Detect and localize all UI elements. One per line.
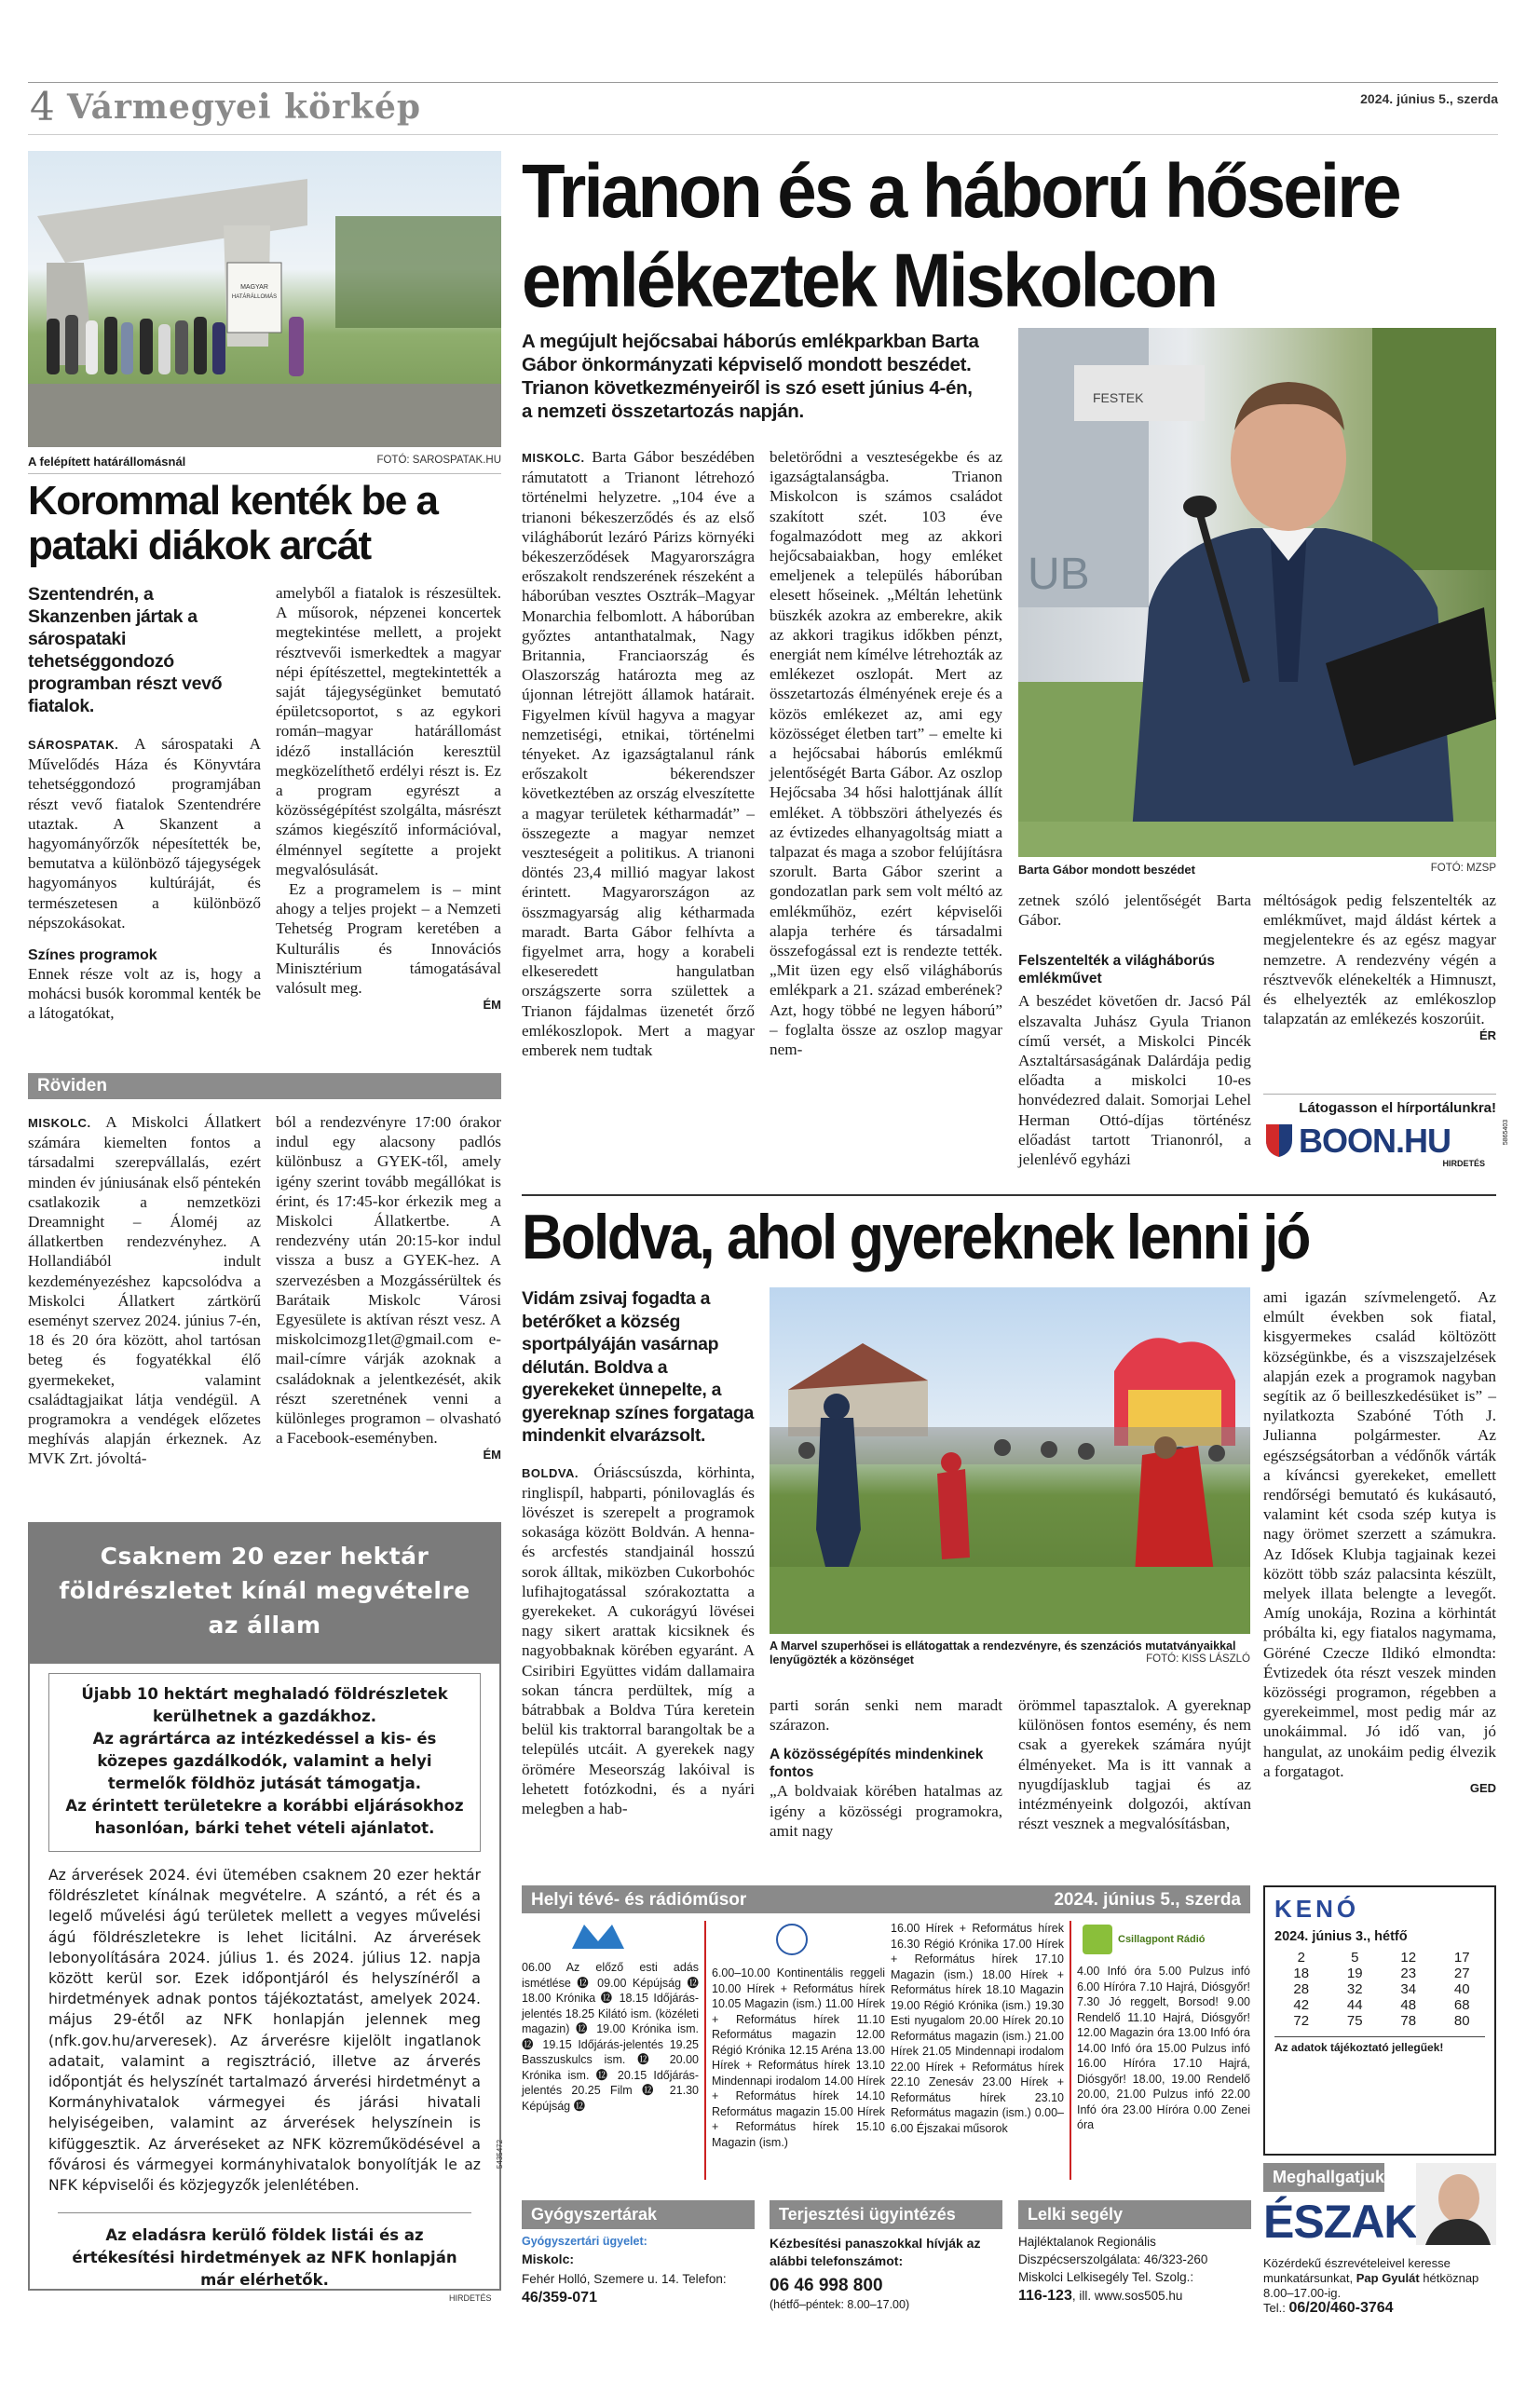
main-col-3b: A beszédet követően dr. Jacsó Pál elszavalta Juhász Gyula Trianon című versét, a Miskolci Pincék Asztaltársaságának Dalárdája pedig előadta a miskolci 10-es honvédezred dalait. Somorjai Lehel Herman Ottó-díjas történész előadást tartott Trianonról, a jelenlévő egyházi <box>1018 992 1251 1169</box>
keno-numbers: 2 5 12 17 18 19 23 27 28 32 34 40 42 44 48 68 72 75 78 80 <box>1293 1950 1470 2029</box>
pharmacy-box <box>522 2200 755 2306</box>
boldva-col-4: ami igazán szívmelengető. Az elmúlt években sok fiatal, kisgyermekes család költözött községünkbe, és a viszszajelzések alapján ezek a programok nagyban segítik az ő beilleszkedésüket is” – nyilatkozta Szabóné Tóth J. Julianna polgármester. Az egészségsátorban a védőnők várták a kíváncsi gyerekeket, emellett rendőrségi bemutató és kukásautó, valamint két csoda szép kutya is nagy örömet szerzett a számukra. Az Idősek Klubja tagjainak kezei között több száz palacsinta készült, melyek illata belengte a levegőt. Amíg unokája, Rozina a körhintát próbálta ki, egy fiatalos nagymama, Göréné Czecze Ildikó elmondta: Évtizedek óta részt veszek minden közösségi programon, régebben a gyerekeimmel, most pedig már az unokáimmal. Jó idő van, jó hangulat, az unokáim pedig élvezik a forgatagot. <box>1263 1288 1496 1780</box>
boldva-subhead: A közösségépítés mindenkinek fontos <box>770 1747 984 1781</box>
delivery-phone: 06 46 998 800 <box>770 2276 883 2295</box>
land-box <box>28 1522 504 2291</box>
main-col-4: méltóságok pedig felszentelték az emlékművet, majd áldást kértek a megjelentekre és az egész magyar nemzetre. A rendezvény végén a résztvevők elénekelték a Himnuszt, és elhelyezték az emlékoszlop talapzatán az emlékezés koszorúit. <box>1263 891 1496 1028</box>
keno-logo: KENÓ <box>1274 1895 1360 1923</box>
boon-ad[interactable] <box>1263 1094 1509 1172</box>
boldva-col-1: BOLDVA. Óriáscsúszda, körhinta, ringlispíl, habparti, pónilovaglás és lövészet is szerepelt a programok sokasága között Boldván. A henna- és arcfestés standjainál hosszú sorok álltak, miközben Cukorbohóc lufihajtogatással szórakoztatta a gyerekeket. A cukorágyú lövései nagy sikert arattak kicsiknek és nagyobbaknak körében egyaránt. A Csiribiri Együttes vidám dallamaira sokan táncra perdültek, míg a bátrabbak a Boldva Túra keretein belül kis traktorral barangoltak be a település utcáit. A gyerekek nagy örömére Meseország lakóival is lehetett fotózkodni, és a nyári melegben a hab- <box>522 1462 755 1817</box>
delivery-heading: Terjesztési ügyintézés <box>770 2200 1002 2229</box>
radio-logo <box>768 1921 885 1956</box>
superhero-illustration <box>770 1287 1250 1634</box>
land-box-body: Az árverések 2024. évi ütemében csaknem 20 ezer hektár földrészletet kínálnak megvételre. A szántó, a rét és a legelő művelési ágú területek mellett a vegyes művelési ágú földrészletekre is lehet licitálni. Az árverések lebonyolítására 2024. július 1. és 2024. július 12. napja között kerül sor. Ezek időpontjáról és helyszínéről a hirdetmények adnak pontos tájékoztatást, amelyek 2024. május 29-étől az NFK honlapján jelennek meg (nfk.gov.hu/arveresek). Az árverésre kijelölt ingatlanok adatait, valamint a regisztráció, illetve az árverés időpontját és helyszínét tartalmazó árverési hirdetményt a Kormányhivatalok vármegyei és járási hivatali helyiségeiben, valamint az árverések helyszínein is kifüggesztik. Az árveréseket az NFK közreműködésével a fővárosi és vármegyei kormányhivatalok bonyolítják le az NFK képviselői és közjegyzők jelenlétében. <box>48 1867 481 2195</box>
sign-text-2: HATÁRÁLLOMÁS <box>231 294 278 300</box>
ad-label: HIRDETÉS <box>449 2293 492 2303</box>
boon-logo: BOON.HU <box>1299 1122 1451 1160</box>
boon-ad-code: 5865403 <box>1502 1119 1509 1146</box>
main-lead: A megújult hejőcsabai háborús emlékparkban Barta Gábor önkormányzati képviselő mondott beszédet. Trianon következményeiről is szó esett június 4-én, a nemzeti összetartozás napján. <box>522 331 979 422</box>
journalist-avatar <box>1416 2163 1496 2245</box>
tv-logo <box>570 1921 699 1952</box>
delivery-box <box>770 2200 1002 2311</box>
briefs-heading-bar <box>28 1073 501 1099</box>
speaker-credit: FOTÓ: MZSP <box>1430 863 1496 874</box>
pharmacy-heading: Gyógyszertárak <box>522 2200 755 2229</box>
boldva-col-2b: „A boldvaiak körében hatalmas az igény a közösségi programokra, amit nagy <box>770 1782 1002 1840</box>
pharmacy-subtitle: Gyógyszertári ügyelet: <box>522 2235 647 2248</box>
tv-date: 2024. június 5., szerda <box>1054 1890 1241 1910</box>
tv-guide <box>522 1885 1250 2184</box>
listen-heading: Meghallgatjuk <box>1263 2163 1384 2192</box>
main-col-2: beletörődni a veszteségekbe és az igazságtalanságba. Trianon Miskolcon is számos családot szakított szét. 103 éve fogalmazódott meg az akkori hejőcsabaiakban, hogy emléket emeljenek a település háborúban elesett hőseinek. „Méltán lehetünk büszkék azokra az emberekre, akik az akkori tragikus időkben pénzt, energiát nem kímélve létrehozták az emlékezet oszlopát. Mert az összetartozás élményének ereje és a közös emlékezet az, ami egy közösséget életben tart” – emelte ki a hejőcsabai háborús emlékmű jelentőségét Barta Gábor. Az oszlop Hejőcsaba 34 hősi halottjának állít emléket. A többszöri áthelyezés és az évtizedes elhanyagoltság miatt a talpazat és maga a szobor felújításra szorult. Barta Gábor szerint a gondozatlan park sem volt méltó az emlékműhöz, ezért képviselői alapja terhére és társadalmi összefogással ezt is rendezte tették. „Mit üzen egy első világháborús emlékpark a 21. század emberének? Azt, hogy többé ne legyen háború” – foglalta össze az oszlop magyar nem- <box>770 448 1002 1059</box>
help-line-2: Diszpécserszolgálata: 46/323-260 <box>1018 2252 1208 2266</box>
tv-col-3: 16.00 Hírek + Református hírek 16.30 Régió Krónika 17.00 Hírek + Református hírek 17.10 Magazin (ism.) 18.00 Hírek + Református hírek 18.10 Magazin 19.00 Régió Krónika (ism.) 19.30 Esti nyugalom 20.00 Hírek 20.10 Református magazin (ism.) 21.00 Hírek 21.05 Mindennapi irodalom 22.00 Hírek + Református hírek 22.10 Zenesáv 23.00 Hírek + Református hírek 23.10 Református magazin (ism.) 0.00–6.00 Éjszakai műsorok <box>891 1922 1064 2135</box>
boldva-col-3: örömmel tapasztalok. A gyereknap különösen fontos esemény, és nem csak a gyerekek számára nyújt élményeket. Ma is itt vannak a nyugdíjasklub tagjai és az intézményeink dolgozói, aktívan részt vesznek a megvalósításban, <box>1018 1696 1251 1833</box>
land-box-bullet-1: Újabb 10 hektárt meghaladó földrészletek kerülhetnek a gazdákhoz. <box>81 1685 448 1725</box>
tv-col-1: 06.00 Az előző esti adás ismétlése ⓬ 09.00 Képújság ⓬ 18.00 Krónika ⓬ 18.15 Időjárás-jelentés 18.25 Kilátó ism. (közéleti magazin) ⓬ 19.00 Krónika ism. ⓬ 19.15 Időjárás-jelentés 19.25 Basszuskulcs ism. ⓬ 20.00 Krónika ism. ⓬ 20.15 Időjárás-jelentés 20.25 Film ⓬ 21.30 Képújság ⓬ <box>522 1961 699 2113</box>
backdrop-text-2: UB <box>1028 550 1090 599</box>
europa-radio-icon <box>768 1921 816 1956</box>
keno-note: Az adatok tájékoztató jellegűek! <box>1274 2036 1485 2054</box>
briefs-col-1: MISKOLC. A Miskolci Állatkert számára kiemelten fontos a társadalmi szerepvállalás, ezért minden év júniusának első péntekén csatlakozik a nemzetközi Dreamnight – Áloméj az állatkertben rendezvényhez. A Hollandiából indult kezdeményezéshez kapcsolódva a Miskolci Állatkert zártkörű eseményt szervez 2024. június 7-én, 18 és 20 óra között, ahol tartósan beteg és fogyatékkal élő gyermekeket, valamint családtagjaikat látja vendégül. A programokra a vendégek előzetes meghívás alapján érkeznek. Az MVK Zrt. jóvoltá- <box>28 1113 261 1468</box>
help-line-1: Hajléktalanok Regionális <box>1018 2235 1156 2249</box>
speaker-illustration <box>1018 328 1496 857</box>
briefs-signature: ÉM <box>483 1448 501 1462</box>
photo-credit: FOTÓ: SAROSPATAK.HU <box>376 455 501 466</box>
backdrop-text: FESTEK <box>1093 390 1144 405</box>
story-signature: ÉM <box>483 998 501 1013</box>
main-col-1: MISKOLC. Barta Gábor beszédében rámutatott a Trianont létrehozó történelmi helyzetre. „104 éve a trianoni békeszerződés és az első világháborút lezáró Párizs környéki békeszerződések Magyarországra erőszakolt rendszerének részeként a háborúban vesztes Osztrák–Magyar Monarchia felbomlott. A háborúban győztes antanthatalmak, Nagy Britannia, Franciaország és Olaszország határozta meg az újonnan létrejött államok határait. Figyelmen kívül hagyva a magyar nemzetiségi, etnikai, történelmi tényeket. Az igazságtalanul ránk erőszakolt békerendszer következtében az ország elveszítette a magyar területek kétharmadát” – összegezte a magyar nemzet veszteségeit a politikus. A trianoni döntés 23,4 millió magyar lakost érintett. Magyarországon az összmagyarság alig kétharmada maradt. Barta Gábor felhívta a figyelmet arra, hogy a korabeli elkeseredett hangulatban országszerte sorra születtek a Trianon fájdalmas üzenetét őrző emlékoszlopok. Mert a magyar emberek nem tudtak <box>522 448 755 1060</box>
speaker-caption: Barta Gábor mondott beszédet FOTÓ: MZSP <box>1018 863 1496 877</box>
briefs-heading: Röviden <box>37 1076 107 1095</box>
help-heading: Lelki segély <box>1018 2200 1251 2229</box>
ad-code: 5435472 <box>495 2139 504 2170</box>
land-box-footer: Az eladásra kerülő földek listái és az értékesítési hirdetmények az NFK honlapján már elérhetők. <box>72 2226 457 2290</box>
boldva-col-2: parti során senki nem maradt szárazon. <box>770 1696 1002 1735</box>
story-body-1: SÁROSPATAK. A sárospataki A Művelődés Háza és Könyvtára tehetséggondozó programjában részt vevő fiatalok Szentendrére utaztak. A Skanzent a hagyományőrzők népesítették be, bemutatva a különböző tájegységek hagyományos kultúráját, és természetesen a különböző népszokásokat. <box>28 735 261 932</box>
tv-col-2: 6.00–10.00 Kontinentális reggeli 10.00 Hírek + Református hírek 10.05 Magazin (ism.) 11.00 Hírek + Református hírek 11.10 Református magazin 12.00 Régió Krónika 12.15 Aréna 13.00 Hírek + Református hírek 13.10 Mindennapi irodalom 14.00 Hírek + Református hírek 14.10 Református magazin 15.00 Hírek + Református hírek 15.10 Magazin (ism.) <box>712 1966 885 2149</box>
main-col-3: zetnek szóló jelentőségét Barta Gábor. <box>1018 891 1251 930</box>
boon-tagline: Látogasson el hírportálunkra! <box>1263 1094 1496 1116</box>
help-line-3: Miskolci Lelkisegély Tel. Szolg.: <box>1018 2270 1194 2284</box>
listen-box <box>1263 2163 1496 2316</box>
briefs-col-2: ból a rendezvényre 17:00 órakor indul egy alacsony padlós különbusz a GYEK-től, amely igény szerint tovább megállókat is érint, és 17:45-kor érkezik meg a Miskolci Állatkertbe. A rendezvény után 20:15-kor indul vissza a busz a GYEK-hez. A szervezésben a Mozgássérültek és Barátaik Miskolc Városi Egyesülete is aktívan részt vesz. A miskolcimozg1let@gmail.com e-mail-címre várják azoknak a családoknak a jelentkezését, akik részt szeretnének venni a különleges programon – olvasható a Facebook-eseményben. <box>276 1113 501 1448</box>
tv-heading: Helyi tévé- és rádióműsor <box>531 1890 747 1910</box>
csillagpont-logo: Csillagpont Rádió <box>1081 1921 1250 1958</box>
pharmacy-city: Miskolc: <box>522 2252 575 2266</box>
listen-text: Közérdekű észrevételeivel keresse munkatársunkat, Pap Gyulát hétköznap 8.00–17.00-ig. Tel.: 06/20/460-3764 <box>1263 2256 1479 2316</box>
superhero-photo <box>770 1287 1250 1634</box>
main-subhead: Felszentelték a világháborús emlékművet <box>1018 953 1216 987</box>
pharmacy-text: Fehér Holló, Szemere u. 14. Telefon: <box>522 2272 727 2286</box>
listen-logo: ÉSZAK <box>1263 2196 1417 2248</box>
boldva-signature: GED <box>1469 1781 1496 1796</box>
story-body-4: Ez a programelem is – mint ahogy a teljes projekt – a Nemzeti Tehetség Program keretében a Kulturális és Innovációs Minisztérium támogatásával valósult meg. <box>276 880 501 998</box>
tv-logo-icon <box>570 1921 626 1952</box>
boldva-lead: Vidám zsivaj fogadta a betérőket a község sportpályáján vasárnap délután. Boldva a gyerekeket ünnepelte, a gyereknap színes forgataga mindenkit elvarázsolt. <box>522 1288 755 1446</box>
speaker-photo <box>1018 328 1496 857</box>
story-body-2: Ennek része volt az is, hogy a mohácsi busók korommal kenték be a látogatókat, <box>28 965 261 1023</box>
story-body-3: amelyből a fiatalok is részesültek. A műsorok, népzenei koncertek megtekintése mellett, a projekt résztvevői ismerkedtek a magyar népi építészettel, megtekintették a saját tájegységünket bemutató épületcsoportot, s az egykori román–magyar határállomást idéző installáción keresztül megközelíthető erdélyi részt is. Ez a program egyrészt a közösségépítést szolgálta, másrészt számos kiegészítő információval, élménnyel segítette a projekt megvalósulását. <box>276 584 501 878</box>
story-lead: Szentendrén, a Skanzenben jártak a sárospataki tehetséggondozó programban részt vevő fiatalok. <box>28 584 223 716</box>
main-title: Trianon és a háború hőseire emlékeztek Miskolcon <box>522 149 1399 323</box>
border-station-illustration <box>28 151 501 447</box>
delivery-hours: (hétfő–péntek: 8.00–17.00) <box>770 2298 910 2311</box>
border-station-photo <box>28 151 501 447</box>
pharmacy-phone: 46/359-071 <box>522 2290 597 2306</box>
story-subhead: Színes programok <box>28 947 157 964</box>
photo-caption: A felépített határállomásnál FOTÓ: SAROSPATAK.HU <box>28 455 501 469</box>
land-box-headline: Csaknem 20 ezer hektár földrészletet kínál megvételre az állam <box>59 1543 470 1639</box>
csillagpont-icon <box>1081 1923 1114 1956</box>
boldva-title: Boldva, ahol gyereknek lenni jó <box>522 1202 1310 1272</box>
land-box-bullet-2: Az agrártárca az intézkedéssel a kis- és közepes gazdálkodók, valamint a helyi termelők földhöz jutását támogatja. <box>92 1730 437 1792</box>
help-box <box>1018 2200 1251 2305</box>
issue-date: 2024. június 5., szerda <box>1360 91 1498 106</box>
section-title: Vármegyei körkép <box>67 88 422 127</box>
main-signature: ÉR <box>1478 1028 1496 1043</box>
superhero-credit: FOTÓ: KISS LÁSZLÓ <box>1146 1653 1250 1665</box>
keno-box <box>1263 1885 1496 2156</box>
tv-col-4: 4.00 Infó óra 5.00 Pulzus infó 6.00 Híróra 7.10 Hajrá, Diósgyőr! 7.30 Jó reggelt, Borsod! 9.00 Rendelő 11.10 Hajrá, Diósgyőr! 12.00 Magazin óra 13.00 Infó óra 14.00 Infó óra 15.00 Pulzus infó 16.00 Híróra 17.10 Hajrá, Diósgyőr! 18.00, 19.00 Rendelő 20.00, 21.00 Pulzus infó 22.00 Infó óra 23.00 Híróra 0.00 Zenei óra <box>1077 1965 1250 2131</box>
help-line-4: 116-123, ill. www.sos505.hu <box>1018 2288 1183 2304</box>
keno-date: 2024. június 3., hétfő <box>1274 1929 1408 1944</box>
boon-ad-label: HIRDETÉS <box>1442 1159 1485 1168</box>
page-number: 4 <box>30 84 55 129</box>
shield-icon <box>1263 1122 1295 1159</box>
superhero-caption: A Marvel szuperhősei is ellátogattak a rendezvényre, és szenzációs mutatványaikkal lenyűgözték a közönséget <box>770 1639 1236 1667</box>
sign-text-1: MAGYAR <box>240 284 268 291</box>
page-header <box>28 73 1498 138</box>
story-title: Korommal kenték be a pataki diákok arcát <box>28 478 438 568</box>
delivery-text: Kézbesítési panaszokkal hívják az alábbi telefonszámot: <box>770 2236 981 2268</box>
land-box-bullet-3: Az érintett területekre a korábbi eljárásokhoz hasonlóan, bárki tehet vételi ajánlatot. <box>65 1797 464 1837</box>
